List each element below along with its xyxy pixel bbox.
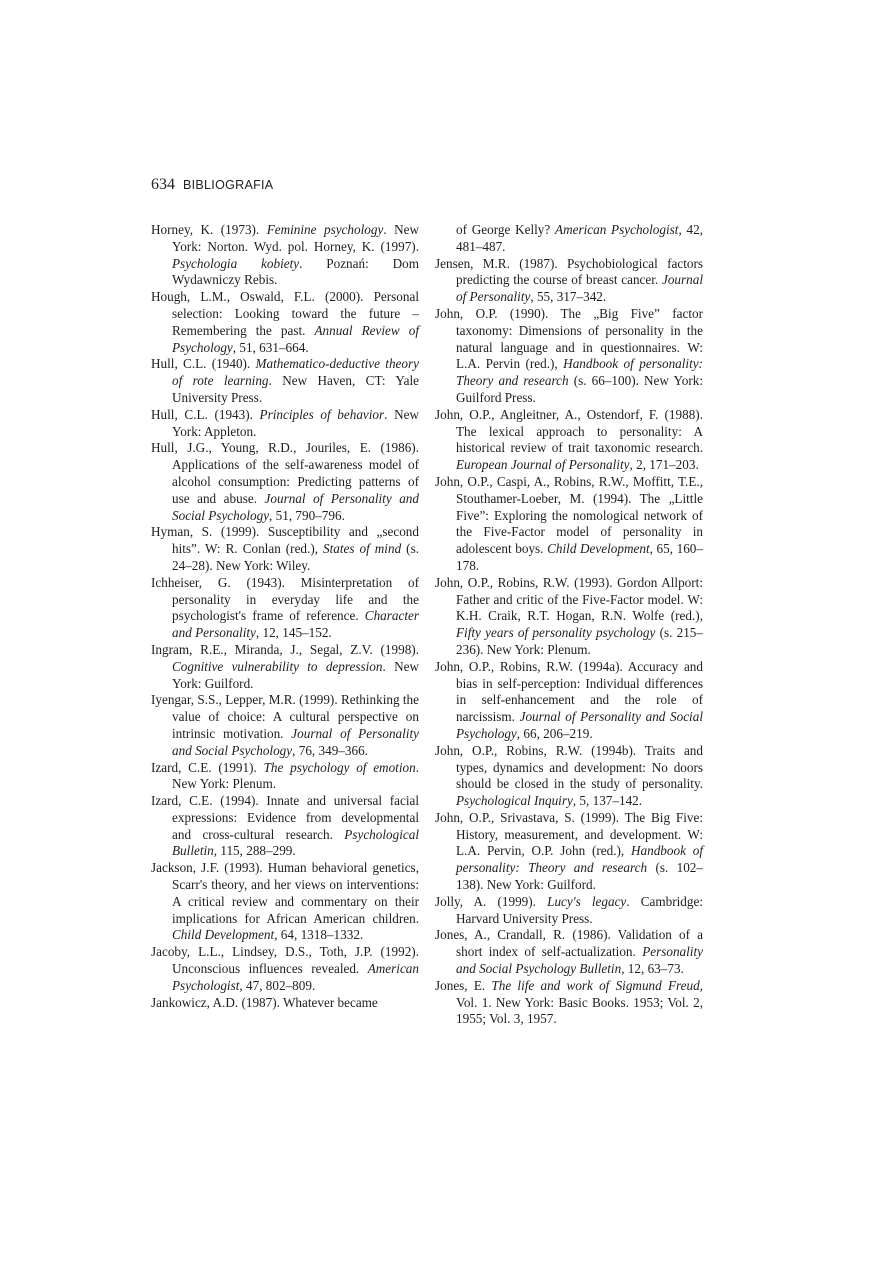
bibliography-entry <box>435 927 703 977</box>
entry-text: (s. 24–28). New York: Wiley. <box>172 541 419 573</box>
bibliography-entry <box>151 440 419 524</box>
entry-text: Izard, C.E. (1991). <box>151 759 264 775</box>
entry-text: , 5, 137–142. <box>572 793 643 809</box>
entry-text: . New Haven, CT: Yale University Press. <box>172 373 419 405</box>
entry-title-italic: Psychological Inquiry <box>456 793 573 809</box>
entry-text: (s. 215–236). New York: Plenum. <box>456 625 703 657</box>
entry-title-italic: Lucy's legacy <box>547 893 627 909</box>
bibliography-entry <box>435 306 703 407</box>
bibliography-column-left <box>151 222 419 1011</box>
entry-text: John, O.P., Robins, R.W. (1993). Gordon Allport: Father and critic of the Five-Factor model. W: K.H. Craik, R.T. Hogan, R.N. Wolfe (red.), <box>435 574 703 624</box>
entry-title-italic: The life and work of Sigmund Freud <box>491 977 700 993</box>
entry-title-italic: Annual Review of Psychology <box>172 322 419 355</box>
entry-title-italic: Character and Personality <box>172 608 419 641</box>
entry-text: Jensen, M.R. (1987). Psychobiological factors predicting the course of breast cancer. <box>435 255 703 288</box>
entry-title-italic: States of mind <box>323 541 402 557</box>
running-title: BIBLIOGRAFIA <box>183 178 274 192</box>
entry-title-italic: Psychologia kobiety <box>172 255 300 271</box>
entry-title-italic: Mathematico-deductive theory of rote learning <box>172 356 419 389</box>
bibliography-entry <box>435 978 703 1028</box>
entry-text: , 51, 790–796. <box>269 507 345 523</box>
entry-text: , 115, 288–299. <box>213 843 296 859</box>
entry-text: Hull, J.G., Young, R.D., Jouriles, E. (1986). Applications of the self-awareness model of alcohol consumption: Predicting patterns of use and abuse. <box>151 440 419 506</box>
entry-title-italic: European Journal of Personality <box>456 457 630 473</box>
entry-text: , 55, 317–342. <box>530 289 607 305</box>
entry-text: , Vol. 1. New York: Basic Books. 1953; Vol. 2, 1955; Vol. 3, 1957. <box>456 977 703 1027</box>
bibliography-entry <box>151 860 419 944</box>
entry-text: , 12, 145–152. <box>255 625 332 641</box>
entry-text: John, O.P. (1990). The „Big Five” factor taxonomy: Dimensions of personality in the natural language and in questionnaires. W: L.A. Pervin (red.), <box>435 305 703 372</box>
entry-title-italic: Psychological Bulletin <box>172 826 419 859</box>
entry-text: , 51, 631–664. <box>232 339 309 355</box>
entry-text: Jolly, A. (1999). <box>435 893 548 909</box>
bibliography-entry <box>435 575 703 659</box>
entry-title-italic: Cognitive vulnerability to depression <box>172 658 383 674</box>
entry-text: Ichheiser, G. (1943). Misinterpretation of personality in everyday life and the psychologist's frame of reference. <box>151 574 419 624</box>
bibliography-entry <box>151 575 419 642</box>
bibliography-entry <box>151 642 419 692</box>
entry-text: Iyengar, S.S., Lepper, M.R. (1999). Rethinking the value of choice: A cultural perspective on intrinsic motivation. <box>151 692 419 741</box>
entry-title-italic: Feminine psychology <box>266 222 384 237</box>
entry-text: . New York: Appleton. <box>172 406 419 439</box>
entry-text: . New York: Plenum. <box>172 759 419 792</box>
entry-text: Jankowicz, A.D. (1987). Whatever became <box>151 994 378 1010</box>
entry-text: , 47, 802–809. <box>239 977 316 993</box>
entry-text: Hull, C.L. (1943). <box>151 406 260 422</box>
entry-title-italic: The psychology of emotion <box>263 759 416 775</box>
entry-text: , 66, 206–219. <box>516 725 593 741</box>
entry-text: . New York: Guilford. <box>172 658 420 691</box>
bibliography-entry <box>435 894 703 928</box>
bibliography-entry <box>435 474 703 575</box>
entry-title-italic: Personality and Social Psychology Bulletin <box>456 944 703 977</box>
entry-title-italic: Handbook of personality: Theory and research <box>456 356 703 389</box>
entry-text: (s. 102–138). New York: Guilford. <box>456 860 703 893</box>
page-header <box>151 176 273 194</box>
bibliography-entry <box>435 743 703 810</box>
bibliography-entry <box>151 524 419 574</box>
entry-title-italic: Child Development <box>547 541 650 557</box>
entry-text: , 2, 171–203. <box>629 457 699 473</box>
entry-text: of George Kelly? <box>456 222 556 237</box>
entry-text: Jones, E. <box>435 977 492 993</box>
entry-text: , 64, 1318–1332. <box>274 927 364 943</box>
entry-text: Horney, K. (1973). <box>151 222 267 237</box>
bibliography-entry <box>151 289 419 356</box>
entry-text: Izard, C.E. (1994). Innate and universal facial expressions: Evidence from developmental and cross-cultural research. <box>151 793 419 842</box>
entry-text: John, O.P., Robins, R.W. (1994b). Traits and types, dynamics and development: No doors should be closed in the study of personality. <box>435 742 703 792</box>
entry-text: Jackson, J.F. (1993). Human behavioral genetics, Scarr's theory, and her views on interventions: A critical review and commentary on their implications for African American children. <box>151 860 419 926</box>
entry-title-italic: Journal of Personality and Social Psychology <box>172 490 419 523</box>
entry-text: Hough, L.M., Oswald, F.L. (2000). Personal selection: Looking toward the future – Remembering the past. <box>151 289 419 338</box>
page-number: 634 <box>151 176 175 193</box>
bibliography-entry <box>435 659 703 743</box>
entry-text: , 42, 481–487. <box>456 222 703 254</box>
bibliography-entry <box>151 692 419 759</box>
bibliography-entry <box>435 810 703 894</box>
entry-text: . Poznań: Dom Wydawniczy Rebis. <box>172 255 419 288</box>
entry-text: , 76, 349–366. <box>292 742 368 758</box>
entry-text: John, O.P., Robins, R.W. (1994a). Accuracy and bias in self-perception: Individual differences in self-enhancement and the role of narcissism. <box>435 658 703 725</box>
entry-text: John, O.P., Srivastava, S. (1999). The Big Five: History, measurement, and development. W: L.A. Pervin, O.P. John (red.), <box>435 809 703 859</box>
entry-text: Ingram, R.E., Miranda, J., Segal, Z.V. (1998). <box>151 641 419 657</box>
entry-title-italic: Journal of Personality and Social Psychology <box>456 709 703 741</box>
entry-title-italic: Principles of behavior <box>259 406 385 422</box>
entry-title-italic: Journal of Personality <box>456 272 703 305</box>
entry-text: (s. 66–100). New York: Guilford Press. <box>456 373 703 405</box>
entry-text: Jacoby, L.L., Lindsey, D.S., Toth, J.P. (1992). Unconscious influences revealed. <box>151 944 419 977</box>
entry-title-italic: Handbook of personality: Theory and research <box>456 843 703 876</box>
entry-text: John, O.P., Angleitner, A., Ostendorf, F. (1988). The lexical approach to personality: A historical review of trait taxonomic research. <box>435 406 703 456</box>
bibliography-entry <box>435 256 703 306</box>
entry-text: . New York: Norton. Wyd. pol. Horney, K. (1997). <box>172 222 419 254</box>
bibliography-entry <box>151 407 419 441</box>
entry-text: Hyman, S. (1999). Susceptibility and „second hits”. W: R. Conlan (red.), <box>151 524 419 557</box>
entry-title-italic: American Psychologist <box>555 222 679 237</box>
entry-title-italic: Journal of Personality and Social Psychology <box>172 725 419 758</box>
bibliography-entry <box>151 356 419 406</box>
entry-text: Jones, A., Crandall, R. (1986). Validation of a short index of self-actualization. <box>435 927 703 960</box>
entry-text: . Cambridge: Harvard University Press. <box>456 893 704 926</box>
entry-text: , 65, 160–178. <box>456 541 703 573</box>
bibliography-entry <box>151 222 419 289</box>
bibliography-entry <box>151 944 419 994</box>
entry-text: Hull, C.L. (1940). <box>151 356 256 372</box>
entry-title-italic: American Psychologist <box>172 961 419 993</box>
entry-title-italic: Child Development <box>172 927 275 943</box>
entry-text: John, O.P., Caspi, A., Robins, R.W., Moffitt, T.E., Stouthamer-Loeber, M. (1994). The „Little Five”: Exploring the nomological network of the Five-Factor model of personality in adolescent boys. <box>435 473 703 557</box>
bibliography-column-right <box>435 222 703 1028</box>
bibliography-entry <box>151 995 419 1012</box>
entry-text: , 12, 63–73. <box>621 961 684 977</box>
entry-title-italic: Fifty years of personality psychology <box>456 625 656 641</box>
bibliography-entry <box>151 760 419 794</box>
bibliography-entry <box>151 793 419 860</box>
bibliography-entry <box>435 222 703 256</box>
bibliography-entry <box>435 407 703 474</box>
